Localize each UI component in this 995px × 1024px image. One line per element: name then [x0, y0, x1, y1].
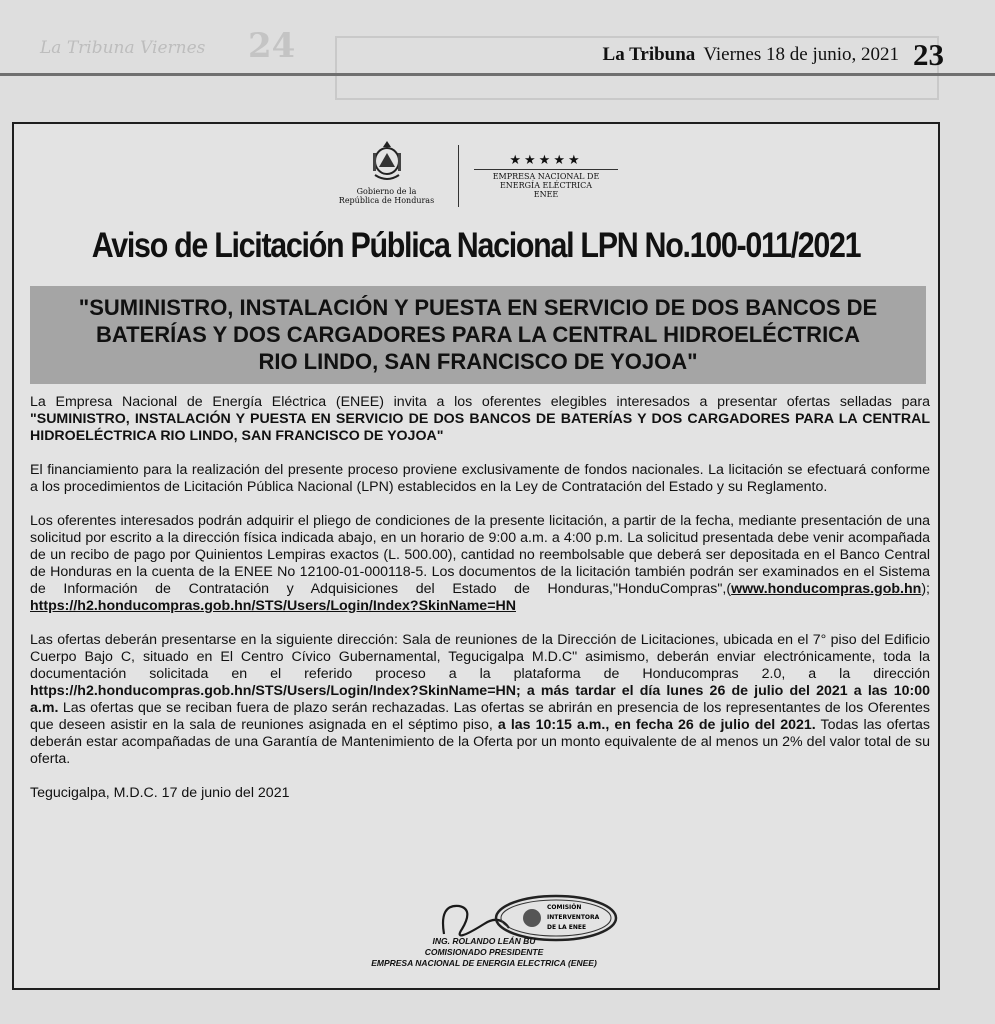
- enee-text-line3: ENEE: [533, 190, 559, 199]
- logos: [324, 139, 644, 211]
- signer-info: [334, 936, 634, 969]
- paragraph-submission: [30, 632, 930, 768]
- p3-sep: );: [921, 581, 930, 597]
- p4-text-c: Las ofertas que se reciban fuera de plazo serán rechazadas. Las ofertas se abrirán en presencia de los representantes de los Oferentes que deseen asistir en la sala de reuniones asignada en el séptimo piso,: [30, 700, 930, 733]
- place-date: Tegucigalpa, M.D.C. 17 de junio del 2021: [30, 785, 290, 801]
- p4-text-a: Las ofertas deberán presentarse en la siguiente dirección: Sala de reuniones de la Dirección de Licitaciones, ubicada en el 7° piso del Edificio Cuerpo Bajo C, situado en El Centro Cívico Gubernamental, Tegucigalpa M.D.C" asimismo, deberán enviar electrónicamente, toda la documentación solicitada en el referido proceso a la plataforma de Honducompras 2.0, a la dirección: [30, 632, 930, 682]
- header-rule: [0, 73, 995, 76]
- gov-text-line2: República de Honduras: [338, 196, 435, 205]
- enee-logo: [466, 153, 626, 199]
- honducompras-link[interactable]: www.honducompras.gob.hn: [731, 581, 922, 597]
- signer-role: COMISIONADO PRESIDENTE: [424, 947, 544, 957]
- project-banner: [30, 286, 926, 384]
- enee-text-line2: ENERGÍA ELÉCTRICA: [499, 181, 593, 190]
- enee-logo-rule: [474, 169, 618, 170]
- tender-notice: [12, 122, 940, 990]
- banner-line-1: "SUMINISTRO, INSTALACIÓN Y PUESTA EN SERVICIO DE DOS BANCOS DE: [78, 295, 878, 320]
- notice-body: [30, 394, 930, 819]
- p1-project: "SUMINISTRO, INSTALACIÓN Y PUESTA EN SERVICIO DE DOS BANCOS DE BATERÍAS Y DOS CARGADORES PARA LA CENTRAL HIDROELÉCTRICA RIO LINDO, SAN FRANCISCO DE YOJOA": [30, 411, 930, 444]
- gov-text-line1: Gobierno de la: [356, 187, 417, 196]
- p4-deadline: https://h2.honducompras.gob.hn/STS/Users/Login/Index?SkinName=HN; a más tardar el día lunes 26 de julio del 2021 a las 10:00 a.m.: [30, 683, 930, 716]
- notice-title: Aviso de Licitación Pública Nacional LPN No.100-011/2021: [91, 226, 861, 265]
- p4-opening: a las 10:15 a.m., en fecha 26 de julio del 2021.: [497, 717, 816, 733]
- newspaper-name: La Tribuna: [602, 44, 696, 65]
- enee-text-line1: EMPRESA NACIONAL DE: [492, 172, 600, 181]
- gov-honduras-logo: [324, 139, 449, 211]
- banner-line-2: BATERÍAS Y DOS CARGADORES PARA LA CENTRAL HIDROELÉCTRICA: [96, 322, 860, 347]
- signer-name: ING. ROLANDO LEÁN BU: [432, 936, 536, 946]
- stars-icon: ★★★★★: [509, 152, 583, 167]
- p3-text: Los oferentes interesados podrán adquirir el pliego de condiciones de la presente licitación, a partir de la fecha, mediante presentación de una solicitud por escrito a la dirección física indicada abajo, en un horario de 9:00 a.m. a 4:00 p.m. La solicitud presentada debe venir acompañada de un recibo de pago por Quinientos Lempiras exactos (L. 500.00), cantidad no reembolsable que deberá ser depositada en el Banco Central de Honduras en la cuenta de la ENEE No 12100-01-000118-5. Los documentos de la licitación también podrán ser examinados en el Sistema de Información de Contratación y Adquisiciones del Estado de Honduras,"HonduCompras",(: [30, 513, 930, 597]
- stamp-text-3: DE LA ENEE: [547, 924, 587, 931]
- banner-line-3: RIO LINDO, SAN FRANCISCO DE YOJOA": [258, 349, 698, 374]
- honducompras-login-link[interactable]: https://h2.honducompras.gob.hn/STS/Users/Login/Index?SkinName=HN: [30, 598, 516, 614]
- stamp-text-1: COMISIÓN: [547, 904, 582, 911]
- paragraph-financing: El financiamiento para la realización del presente proceso proviene exclusivamente de fondos nacionales. La licitación se efectuará conforme a los procedimientos de Licitación Pública Nacional (LPN) establecidos en la Ley de Contratación del Estado y su Reglamento.: [30, 462, 930, 495]
- page-number: 23: [913, 37, 944, 72]
- gov-logo-text: [324, 187, 449, 205]
- ghost-left-header: La Tribuna Viernes: [40, 38, 206, 58]
- ghost-left-page-number: 24: [248, 26, 296, 66]
- signature-block: [334, 894, 634, 989]
- paragraph-invitation: [30, 394, 930, 445]
- paragraph-documents: [30, 513, 930, 615]
- p4-text-e: Todas las ofertas deberán estar acompañadas de una Garantía de Mantenimiento de la Oferta por un monto equivalente de al menos un 2% del valor total de su oferta.: [30, 717, 931, 767]
- issue-date: Viernes 18 de junio, 2021: [703, 44, 899, 65]
- page-header: [530, 38, 944, 72]
- coat-of-arms-icon: [370, 139, 404, 185]
- p1-text: La Empresa Nacional de Energía Eléctrica (ENEE) invita a los oferentes elegibles interesados a presentar ofertas selladas para: [30, 394, 930, 410]
- stamp-text-2: INTERVENTORA: [547, 914, 600, 921]
- logo-divider: [458, 145, 459, 207]
- signer-org: EMPRESA NACIONAL DE ENERGIA ELECTRICA (ENEE): [371, 958, 597, 968]
